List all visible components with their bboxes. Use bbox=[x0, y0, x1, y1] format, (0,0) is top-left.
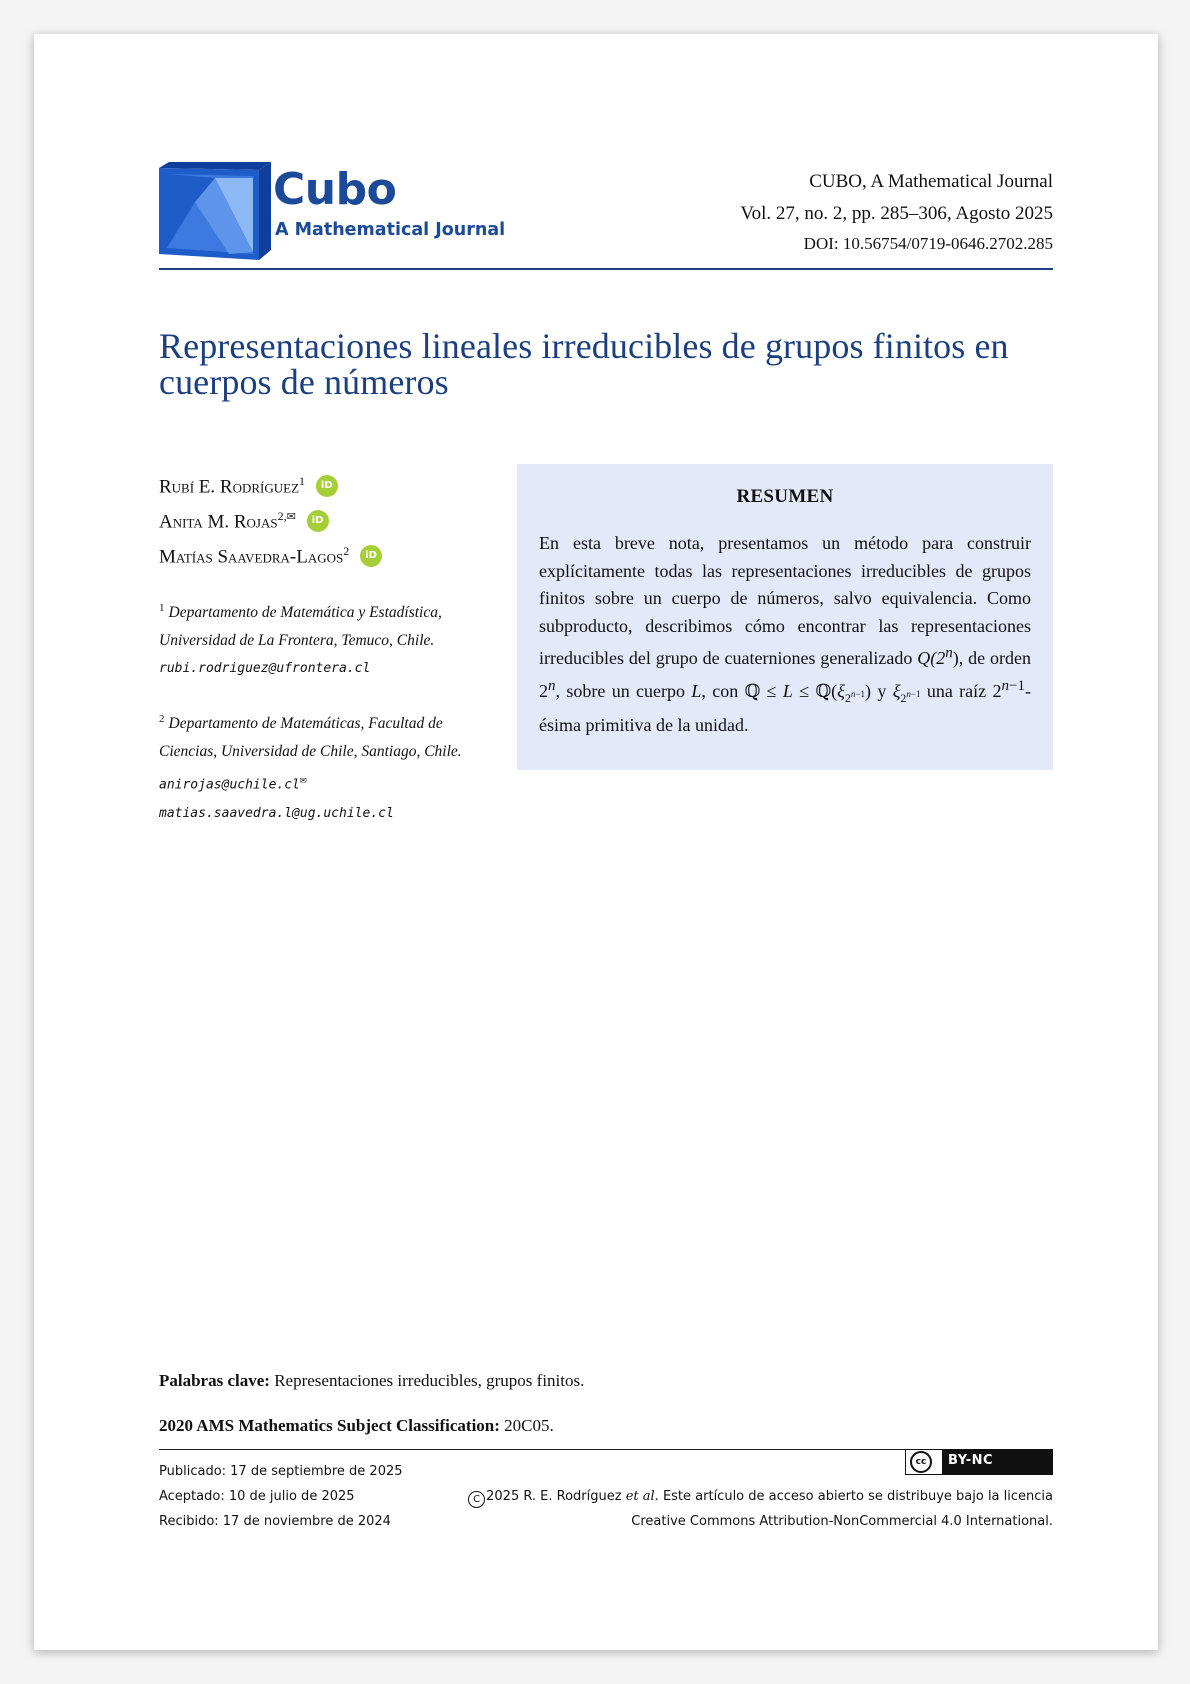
msc-label: 2020 AMS Mathematics Subject Classification: bbox=[159, 1416, 500, 1435]
keywords bbox=[159, 1369, 1053, 1393]
email-link[interactable]: rubi.rodriguez@ufrontera.cl bbox=[159, 661, 371, 677]
paper-page bbox=[34, 34, 1158, 1650]
cc-icon: cc bbox=[910, 1451, 932, 1473]
author-name: Matías Saavedra-Lagos bbox=[159, 546, 344, 568]
journal-logo bbox=[159, 162, 519, 260]
cube-logo-icon bbox=[159, 162, 271, 260]
journal-volume: Vol. 27, no. 2, pp. 285–306, Agosto 2025 bbox=[740, 203, 1053, 224]
author-item bbox=[159, 499, 499, 534]
license-line-2[interactable]: Creative Commons Attribution-NonCommercial 4.0 International. bbox=[631, 1514, 1053, 1529]
affiliation-mark: 1 bbox=[159, 602, 165, 614]
license-statement bbox=[453, 1484, 1053, 1534]
abstract-box bbox=[517, 464, 1053, 770]
date-accepted: Aceptado: 10 de julio de 2025 bbox=[159, 1489, 355, 1504]
orcid-icon[interactable]: iD bbox=[307, 510, 329, 532]
author-name: Anita M. Rojas bbox=[159, 511, 278, 533]
date-received: Recibido: 17 de noviembre de 2024 bbox=[159, 1514, 391, 1529]
affiliation-item bbox=[159, 705, 499, 827]
cc-license-badge[interactable] bbox=[905, 1449, 1053, 1475]
paper-title: Representaciones lineales irreducibles de grupos finitos en cuerpos de números bbox=[159, 326, 1009, 402]
copyright-icon: C bbox=[468, 1491, 485, 1508]
abstract-heading: RESUMEN bbox=[736, 486, 834, 507]
email-link[interactable]: matias.saavedra.l@ug.uchile.cl bbox=[159, 805, 394, 821]
abstract-text: En esta breve nota, presentamos un método para construir explícitamente todas las representaciones irreducibles de grupos finitos sobre un cuerpo de números, salvo equivalencia. Como subproducto, describimos cómo encontrar las representaciones irreducibles del grupo de cuaterniones generalizado Q(2$^n$), de orden 2$^n$, sobre un cuerpo L, con ℚ ≤ $L \le ℚ(\xi_{2^{n-1}})$ y $\xi_{2^{n-1}}$ una raíz $2^{n-1}$-ésima primitiva de la unidad. bbox=[539, 533, 1031, 736]
author-list bbox=[159, 464, 499, 569]
license-badge-label: BY-NC bbox=[948, 1453, 994, 1468]
msc-value: 20C05. bbox=[504, 1416, 554, 1435]
header-divider bbox=[159, 268, 1053, 270]
author-item bbox=[159, 464, 499, 499]
date-published: Publicado: 17 de septiembre de 2025 bbox=[159, 1464, 403, 1479]
affiliation-text: Departamento de Matemáticas, Facultad de Ciencias, Universidad de Chile, Santiago, Chile. bbox=[159, 715, 462, 761]
author-affiliation-mark: 2,✉ bbox=[277, 509, 296, 523]
mail-icon: ✉ bbox=[286, 511, 296, 523]
msc-classification bbox=[159, 1414, 1053, 1438]
affiliation-list bbox=[159, 594, 499, 850]
author-affiliation-mark: 1 bbox=[299, 474, 306, 488]
publication-dates bbox=[159, 1459, 403, 1534]
logo-subtitle: A Mathematical Journal bbox=[275, 220, 506, 240]
license-line-1: C 2025 R. E. Rodríguez et al. Este artículo de acceso abierto se distribuye bajo la licencia bbox=[453, 1484, 1053, 1509]
author-name: Rubí E. Rodríguez bbox=[159, 476, 300, 498]
orcid-icon[interactable]: iD bbox=[316, 475, 338, 497]
author-item bbox=[159, 534, 499, 569]
mail-icon: ✉ bbox=[299, 773, 307, 787]
affiliation-mark: 2 bbox=[159, 713, 165, 726]
keywords-label: Palabras clave: bbox=[159, 1371, 270, 1390]
email-link[interactable]: anirojas@uchile.cl✉ bbox=[159, 773, 307, 793]
affiliation-text: Departamento de Matemática y Estadística, Universidad de La Frontera, Temuco, Chile. bbox=[159, 604, 442, 650]
journal-doi[interactable]: DOI: 10.56754/0719-0646.2702.285 bbox=[803, 234, 1053, 253]
author-affiliation-mark: 2 bbox=[343, 544, 350, 558]
keywords-value: Representaciones irreducibles, grupos finitos. bbox=[274, 1371, 585, 1390]
journal-name: CUBO, A Mathematical Journal bbox=[809, 171, 1053, 192]
logo-wordmark: Cubo bbox=[273, 164, 397, 215]
affiliation-item bbox=[159, 594, 499, 683]
journal-info bbox=[740, 166, 1053, 258]
orcid-icon[interactable]: iD bbox=[360, 545, 382, 567]
